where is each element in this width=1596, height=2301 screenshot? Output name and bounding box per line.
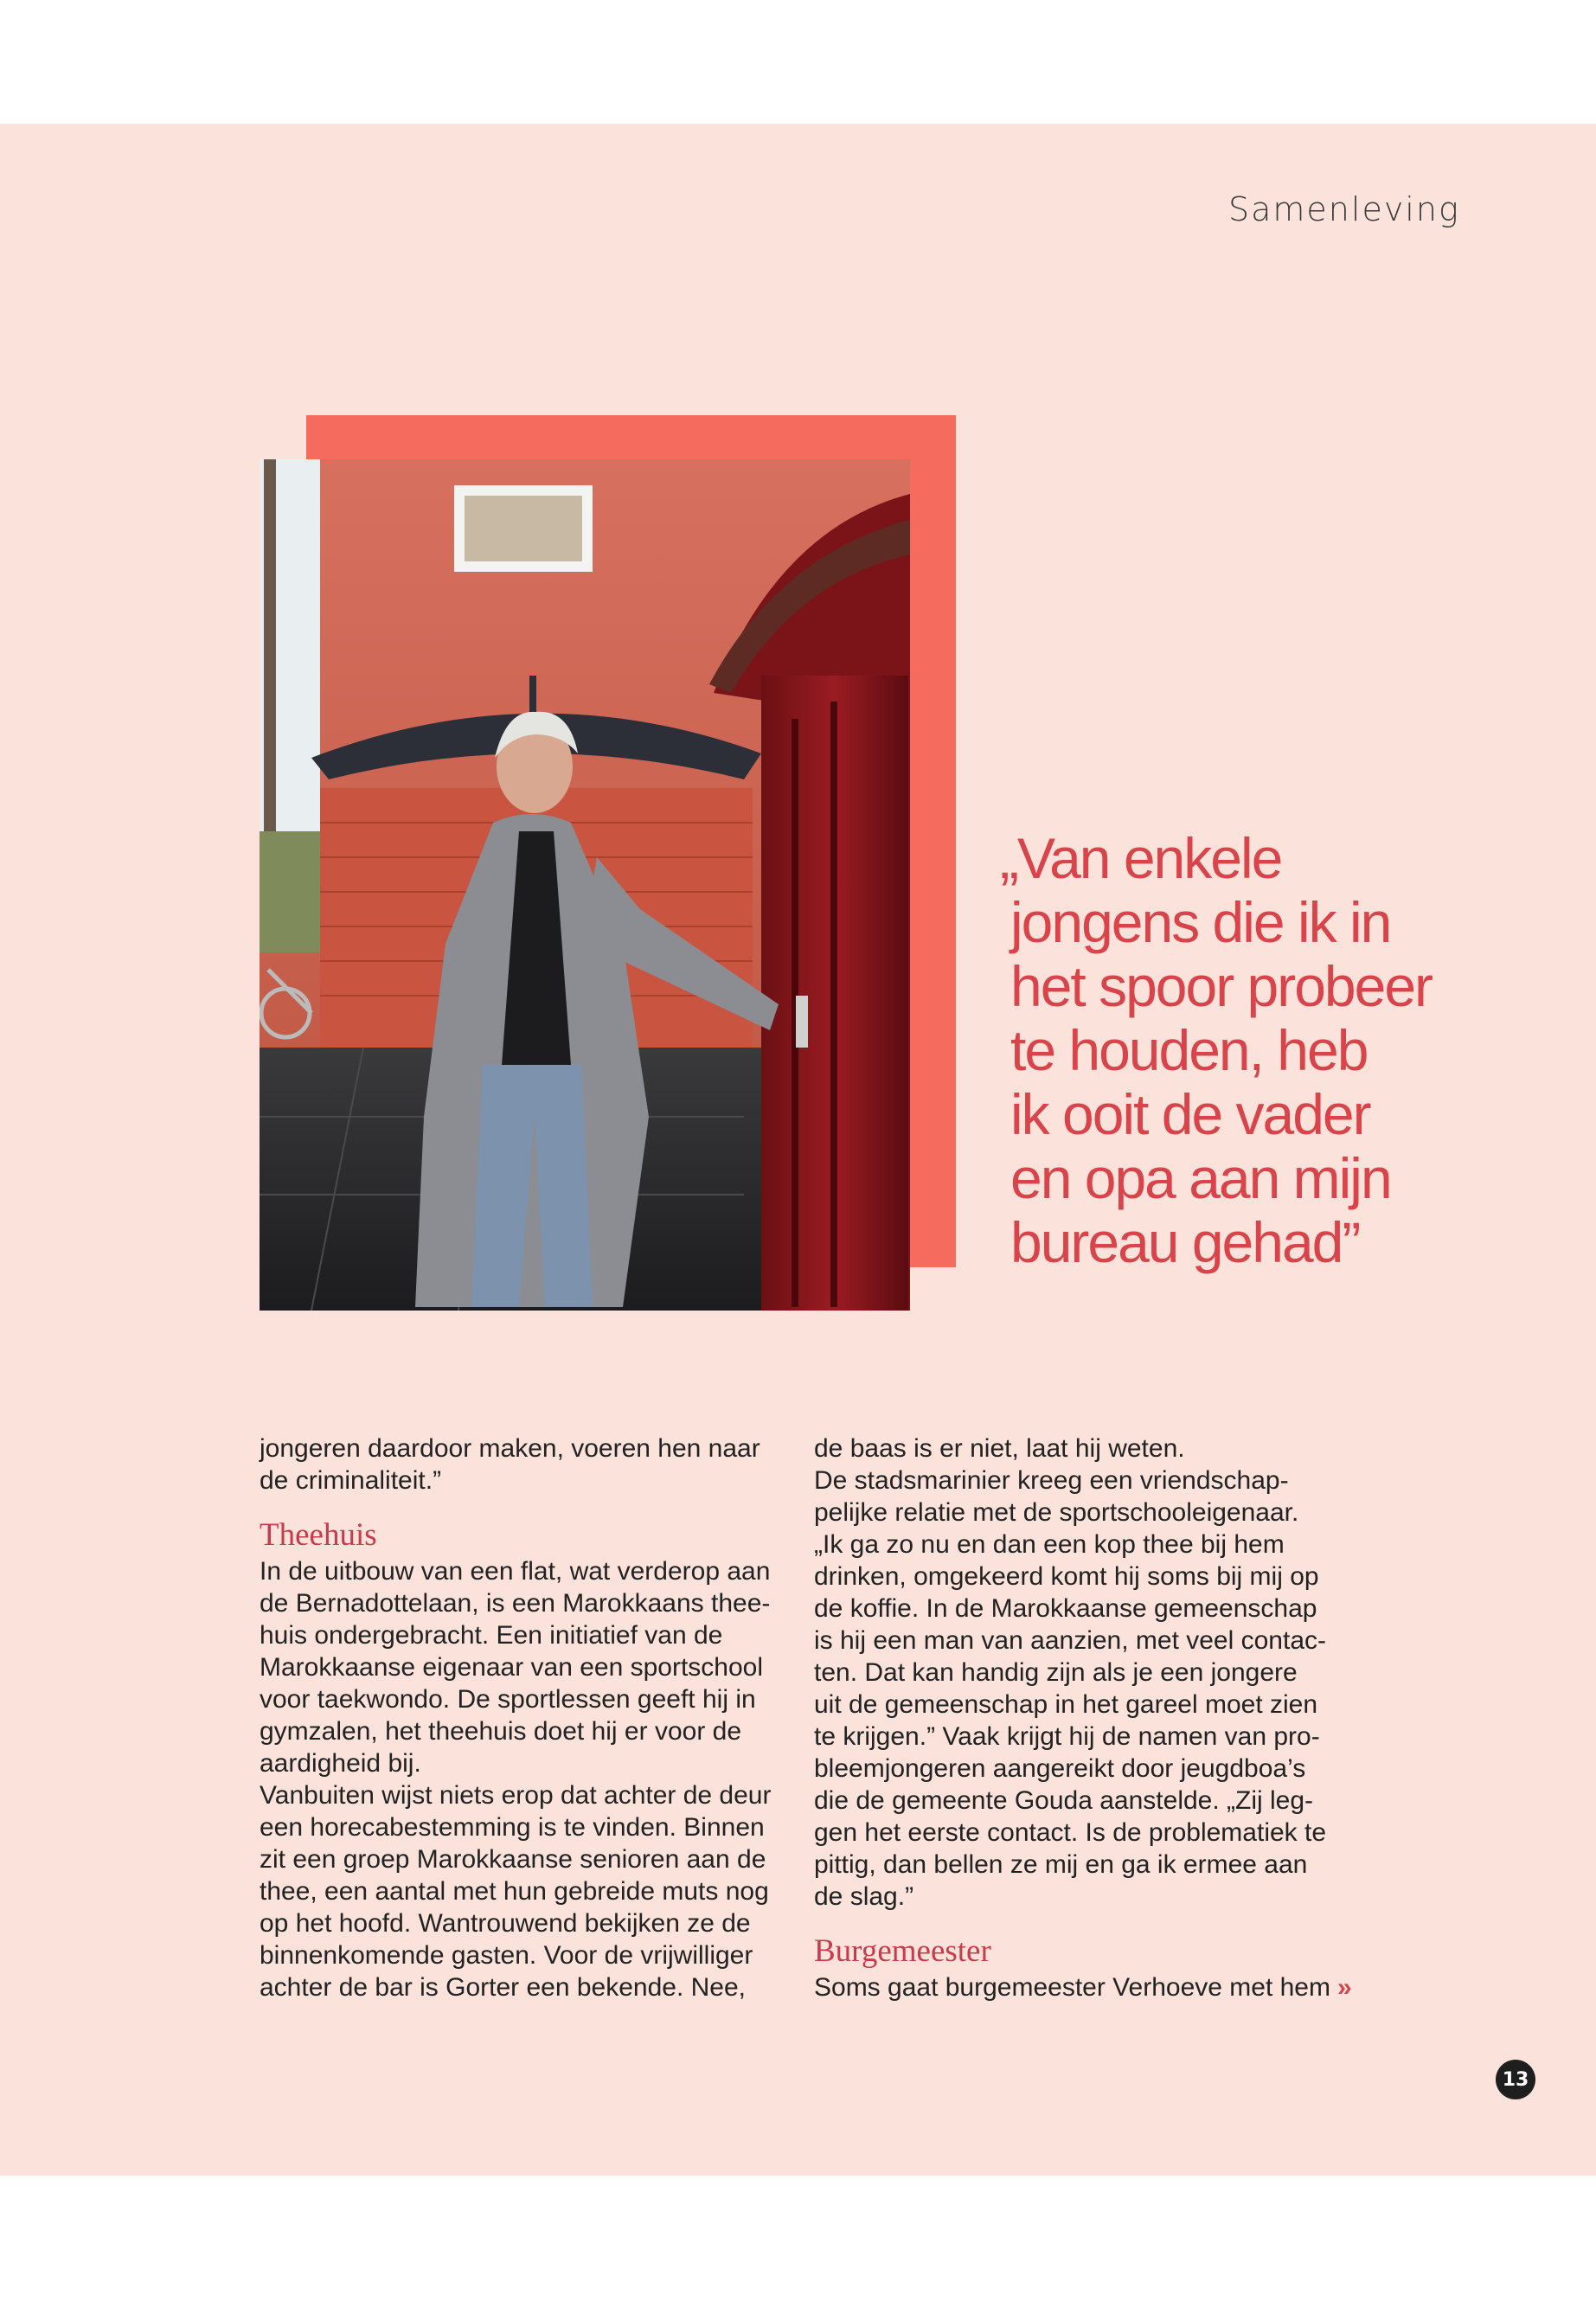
text-line: gen het eerste contact. Is de problematiek te — [814, 1818, 1327, 1847]
text-line: Marokkaanse eigenaar van een sportschool — [260, 1653, 764, 1682]
text-line: op het hoofd. Wantrouwend bekijken ze de — [260, 1909, 751, 1938]
article-column-left — [260, 1433, 796, 2003]
page-number: 13 — [1496, 2060, 1535, 2099]
text-line: aardigheid bij. — [260, 1749, 421, 1778]
pull-quote-line: ik ooit de vader — [1010, 1082, 1370, 1146]
paragraph — [814, 1433, 1350, 1913]
photo-man-at-red-door — [260, 459, 910, 1311]
text-line: de slag.” — [814, 1882, 914, 1911]
pull-quote-line: te houden, heb — [1010, 1018, 1368, 1082]
text-line: voor taekwondo. De sportlessen geeft hij in — [260, 1685, 756, 1714]
text-line: de baas is er niet, laat hij weten. — [814, 1434, 1185, 1463]
photo-illustration — [260, 459, 910, 1311]
text-line: Vanbuiten wijst niets erop dat achter de deur — [260, 1781, 772, 1810]
pull-quote-line: jongens die ik in — [1010, 890, 1391, 954]
text-line: achter de bar is Gorter een bekende. Nee, — [260, 1973, 747, 2002]
text-line: te krijgen.” Vaak krijgt hij de namen van pro- — [814, 1722, 1320, 1751]
text-line: „Ik ga zo nu en dan een kop thee bij hem — [814, 1530, 1285, 1559]
text-line: drinken, omgekeerd komt hij soms bij mij op — [814, 1562, 1319, 1591]
pull-quote — [1000, 826, 1460, 1274]
text-line: een horecabestemming is te vinden. Binnen — [260, 1813, 765, 1842]
paragraph — [260, 1555, 796, 2003]
article-column-right — [814, 1433, 1350, 2003]
text-line: thee, een aantal met hun gebreide muts nog — [260, 1877, 769, 1906]
subheading-burgemeester: Burgemeester — [814, 1933, 991, 1969]
text-line: In de uitbouw van een flat, wat verderop aan — [260, 1557, 771, 1586]
text-line: jongeren daardoor maken, voeren hen naar — [260, 1434, 760, 1463]
text-line: is hij een man van aanzien, met veel contac- — [814, 1626, 1326, 1655]
text-line: de Bernadottelaan, is een Marokkaans thee- — [260, 1589, 771, 1618]
paragraph — [260, 1433, 796, 1497]
text-line: uit de gemeenschap in het gareel moet zien — [814, 1690, 1318, 1719]
pull-quote-line: bureau gehad” — [1010, 1210, 1360, 1274]
text-line: gymzalen, het theehuis doet hij er voor de — [260, 1717, 742, 1746]
pull-quote-line: het spoor probeer — [1010, 954, 1433, 1018]
text-line: De stadsmarinier kreeg een vriendschap- — [814, 1466, 1289, 1495]
pull-quote-line: „Van enkele — [1000, 826, 1282, 890]
text-line: ten. Dat kan handig zijn als je een jongere — [814, 1658, 1298, 1687]
text-line: de koffie. In de Marokkaanse gemeenschap — [814, 1594, 1317, 1623]
pull-quote-line: en opa aan mijn — [1010, 1146, 1391, 1210]
text-line: die de gemeente Gouda aanstelde. „Zij leg- — [814, 1786, 1314, 1815]
text-line: Soms gaat burgemeester Verhoeve met hem — [814, 1973, 1330, 2002]
text-line: huis ondergebracht. Een initiatief van de — [260, 1621, 723, 1650]
paragraph — [814, 1971, 1350, 2003]
section-label: Samenleving — [1228, 190, 1460, 228]
text-line: binnenkomende gasten. Voor de vrijwilliger — [260, 1941, 753, 1970]
subheading-theehuis: Theehuis — [260, 1517, 377, 1553]
text-line: zit een groep Marokkaanse senioren aan de — [260, 1845, 766, 1874]
text-line: bleemjongeren aangereikt door jeugdboa’s — [814, 1754, 1306, 1783]
continue-arrow-icon: » — [1336, 1973, 1347, 2002]
text-line: pelijke relatie met de sportschooleigenaar. — [814, 1498, 1299, 1527]
text-line: de criminaliteit.” — [260, 1466, 442, 1495]
text-line: pittig, dan bellen ze mij en ga ik ermee aan — [814, 1850, 1308, 1879]
